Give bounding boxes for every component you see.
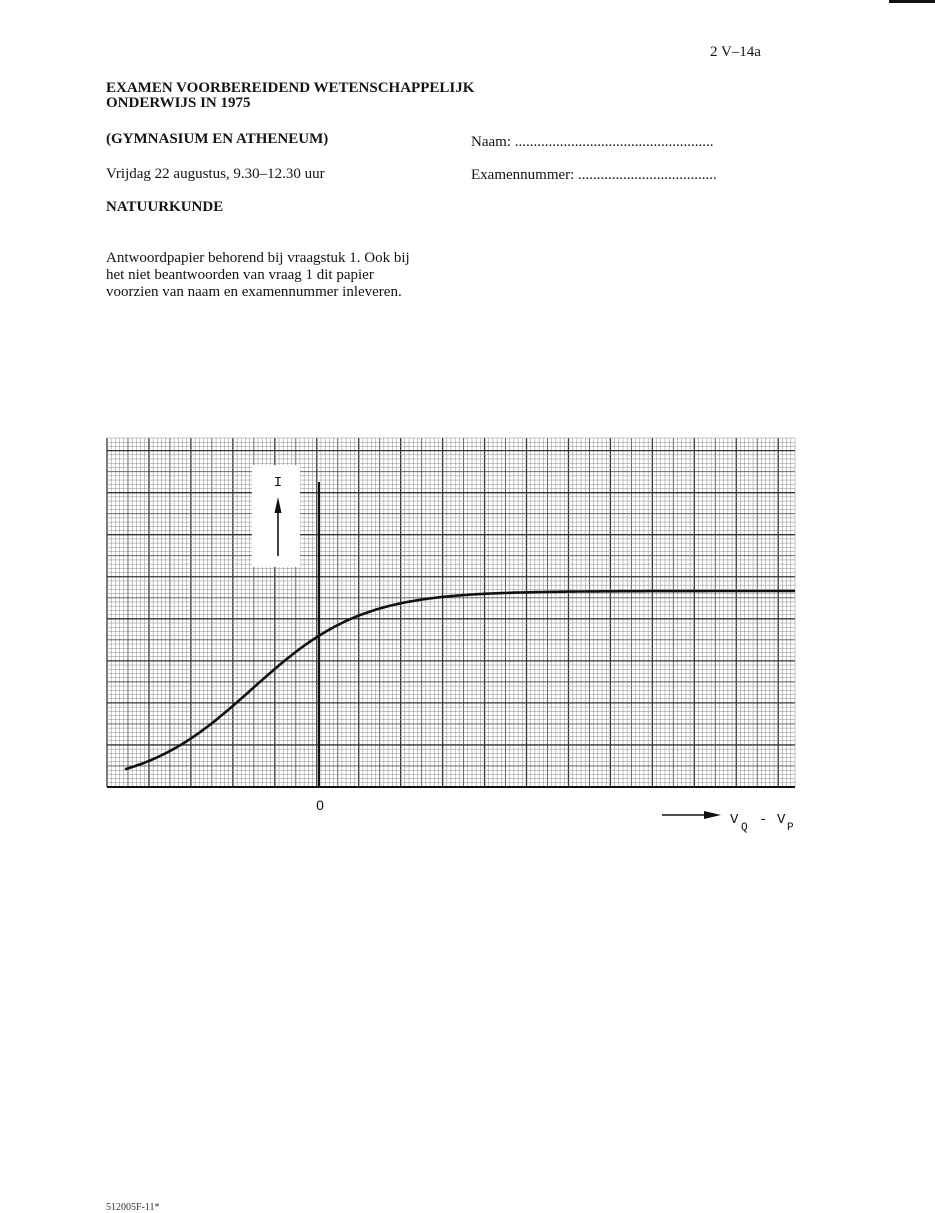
- exam-code: 2 V–14a: [710, 44, 761, 60]
- x-axis-label-v1: V: [730, 812, 739, 828]
- exam-title-line2: ONDERWIJS IN 1975: [106, 95, 251, 111]
- exam-date: Vrijdag 22 augustus, 9.30–12.30 uur: [106, 166, 325, 182]
- x-axis-label-sub-q: Q: [741, 822, 748, 834]
- exam-subject: NATUURKUNDE: [106, 199, 224, 215]
- y-axis-label: I: [273, 475, 283, 491]
- instructions-text: Antwoordpapier behorend bij vraagstuk 1. Ook bij het niet beantwoorden van vraag 1 dit papier voorzien van naam en examennummer inleveren.: [106, 250, 410, 300]
- x-axis-arrow-head: [704, 811, 721, 819]
- x-axis-label-sub-p: P: [787, 822, 794, 834]
- x-axis-label-minus: -: [759, 812, 768, 828]
- grid-paper: [107, 438, 795, 787]
- footer-code: 512005F-11*: [106, 1202, 160, 1213]
- x-axis-label-v2: V: [777, 812, 786, 828]
- exam-title-line1: EXAMEN VOORBEREIDEND WETENSCHAPPELIJK: [106, 80, 475, 96]
- exam-number-field[interactable]: Examennummer: .....................................: [471, 167, 717, 183]
- origin-label: 0: [316, 797, 324, 813]
- name-field[interactable]: Naam: .....................................................: [471, 134, 714, 150]
- school-types: (GYMNASIUM EN ATHENEUM): [106, 131, 329, 147]
